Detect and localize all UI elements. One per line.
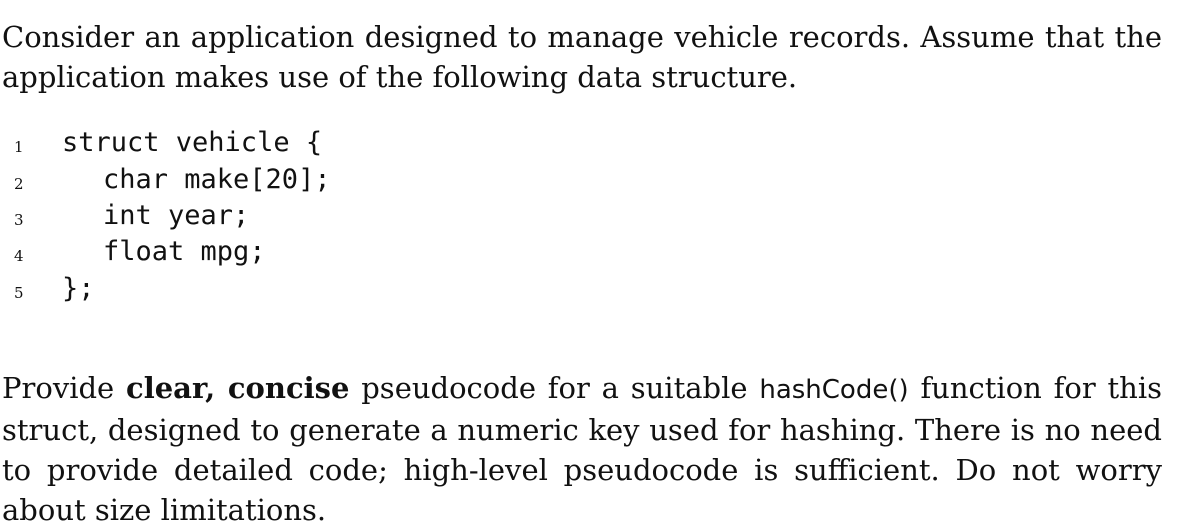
question-text-after: function for this struct, designed to generate a numeric key used for hashing. There is no need to provide detailed code; high-level pseudocode is sufficient. Do not worry about size limitations. [2, 371, 1163, 527]
code-line-1 [0, 125, 600, 161]
code-line-5 [0, 271, 600, 307]
emphasis-text: clear, concise [126, 371, 350, 405]
question-text-before: Provide [2, 371, 127, 405]
line-number: 3 [14, 211, 24, 229]
line-number: 4 [14, 247, 24, 265]
code-text: char make[20]; [103, 164, 331, 195]
code-line-4 [0, 234, 600, 270]
question-text-middle: pseudocode for a suitable [349, 371, 760, 405]
code-text: float mpg; [103, 236, 266, 267]
function-name: hashCode() [759, 375, 909, 405]
code-line-3 [0, 198, 600, 234]
code-text: int year; [103, 200, 250, 231]
line-number: 2 [14, 175, 24, 193]
line-number: 5 [14, 284, 24, 302]
code-line-2 [0, 162, 600, 198]
line-number: 1 [14, 138, 24, 156]
question-paragraph [2, 368, 1162, 530]
code-text: }; [62, 273, 95, 304]
code-text: struct vehicle { [62, 127, 323, 158]
code-listing [0, 125, 600, 315]
intro-paragraph: Consider an application designed to manage vehicle records. Assume that the application makes use of the following data structure. [2, 20, 1162, 94]
